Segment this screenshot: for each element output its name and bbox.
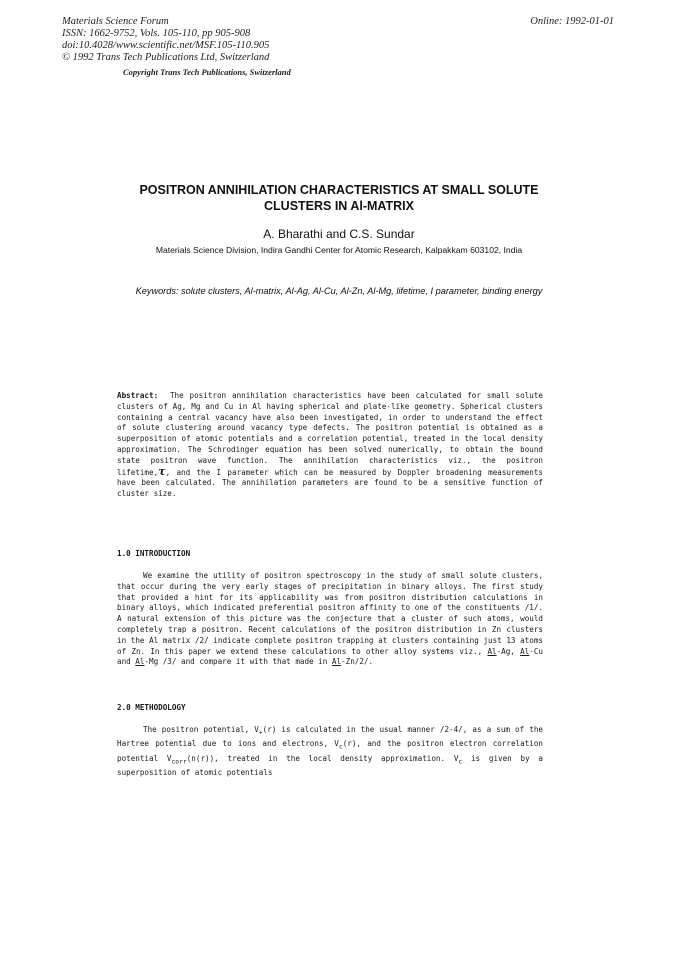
subscript-plus: + xyxy=(258,729,263,737)
alloy-al-1: Al xyxy=(487,646,497,656)
alloy-al-2: Al xyxy=(520,646,530,656)
keywords: Keywords: solute clusters, Al-matrix, Al-Ag, Al-Cu, Al-Zn, Al-Mg, lifetime, I parameter, binding energy xyxy=(135,286,543,296)
alloy-al-3: Al xyxy=(135,657,145,667)
abstract-text-2: , and the I parameter which can be measured by Doppler broadening measurements have been calculated. The annihilation parameters are found to be a sensitive function of cluster size. xyxy=(117,467,543,499)
abstract-label: Abstract: xyxy=(117,391,159,400)
meth-text-e: is given by a superposition of atomic potentials xyxy=(117,753,543,777)
meth-text-b: (r) is calculated in the usual manner /2-4/, as a sum of the Hartree potential due to ions and electrons, V xyxy=(117,725,543,749)
section-heading-methodology: 2.0 METHODOLOGY xyxy=(117,703,186,712)
doi-line: doi:10.4028/www.scientific.net/MSF.105-110.905 xyxy=(62,40,270,51)
meth-text-d: (n(r)), treated in the local density approximation. V xyxy=(186,753,459,763)
authors: A. Bharathi and C.S. Sundar xyxy=(263,227,415,241)
abstract-text-1: The positron annihilation characteristics have been calculated for small solute clusters of Ag, Mg and Cu in Al having spherical and plate-like geometry. Spherical clusters containing a central vacancy have also been investigated, in order to understand the effect of solute clustering around vacancy type defects. The positron potential is obtained as a superposition of atomic potentials and a correlation potential, treated in the local density approximation. The Schrodinger equation has been solved numerically, to obtain the bound state positron wave function. The annihilation characteristics viz., the positron lifetime, xyxy=(117,391,543,477)
subscript-c: c xyxy=(338,743,343,751)
journal-name: Materials Science Forum xyxy=(62,16,169,27)
paper-title xyxy=(100,182,578,214)
section-heading-introduction: 1.0 INTRODUCTION xyxy=(117,549,191,558)
abstract xyxy=(117,391,543,500)
methodology-paragraph xyxy=(117,725,543,779)
meth-text-a: The positron potential, V xyxy=(143,725,259,734)
issn-line: ISSN: 1662-9752, Vols. 105-110, pp 905-908 xyxy=(62,28,251,39)
alloy-zn-text: -Zn/2/. xyxy=(341,657,374,667)
alloy-cu-text: -Cu and xyxy=(117,646,543,667)
alloy-ag-text: -Ag, xyxy=(496,646,515,656)
publisher-note: Copyright Trans Tech Publications, Switzerland xyxy=(123,67,291,77)
journal-header xyxy=(62,16,269,64)
online-date: Online: 1992-01-01 xyxy=(530,16,614,27)
affiliation: Materials Science Division, Indira Gandhi Center for Atomic Research, Kalpakkam 603102, India xyxy=(155,245,523,255)
meth-text-c: (r), and the positron electron correlation potential V xyxy=(117,739,543,763)
title-line-1: POSITRON ANNIHILATION CHARACTERISTICS AT SMALL SOLUTE xyxy=(139,183,539,197)
intro-text: We examine the utility of positron spectroscopy in the study of small solute clusters, that occur during the very early stages of precipitation in binary alloys. The first study that provided a hint for its applicability was from positron distribution calculations in binary alloys, which indicated preferential positron affinity to one of the constituents /1/. A natural extension of this picture was the conjecture that a cluster of such atoms, would completely trap a positron. Recent calculations of the positron distribution in Zn clusters in the Al matrix /2/ indicate complete positron trapping at clusters containing just 13 atoms of Zn. In this paper we extend these calculations to other alloy systems viz., xyxy=(117,571,543,656)
subscript-c-2: c xyxy=(458,758,463,766)
title-line-2: CLUSTERS IN Al-MATRIX xyxy=(264,199,414,213)
subscript-corr: corr xyxy=(171,758,187,766)
copyright-line: © 1992 Trans Tech Publications Ltd, Switzerland xyxy=(62,52,270,63)
introduction-paragraph xyxy=(117,571,543,668)
tau-symbol: τ xyxy=(158,464,166,478)
alloy-mg-text: -Mg /3/ and compare it with that made in xyxy=(144,657,328,667)
alloy-al-4: Al xyxy=(331,657,342,667)
